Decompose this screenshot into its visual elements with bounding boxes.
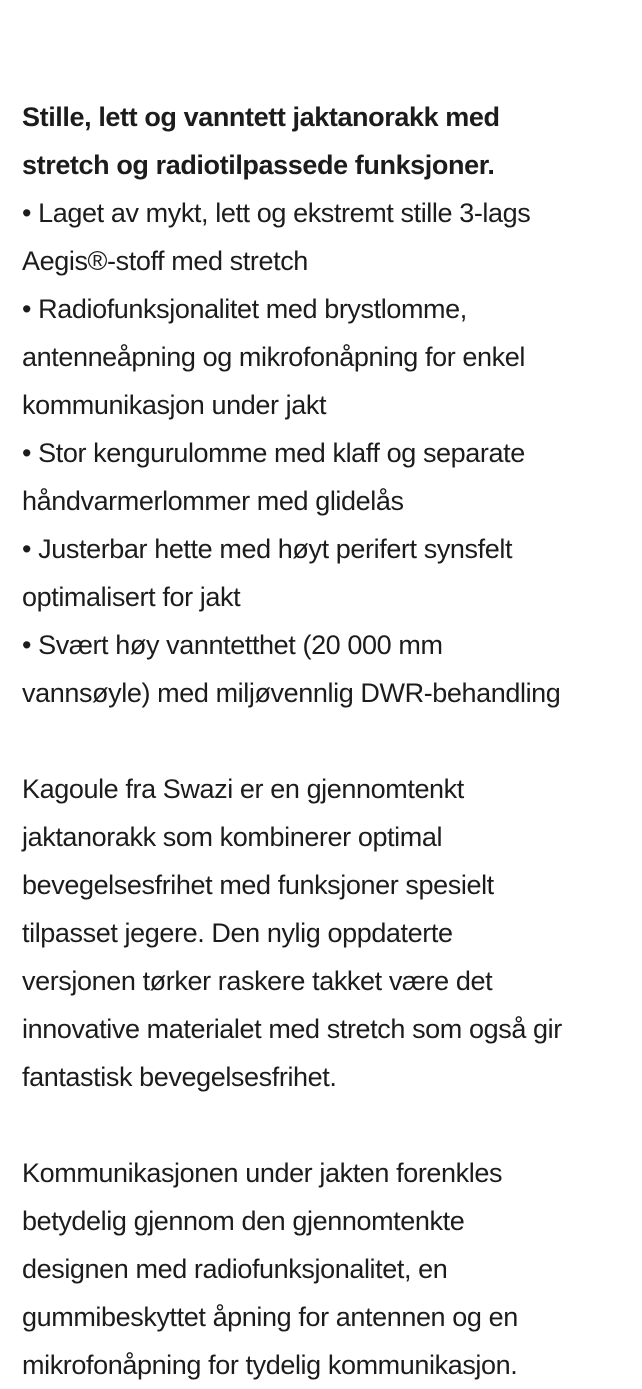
paragraph-line: bevegelsesfrihet med funksjoner spesielt <box>22 870 494 900</box>
paragraph-line: betydelig gjennom den gjennomtenkte <box>22 1206 465 1236</box>
paragraph-line: mikrofonåpning for tydelig kommunikasjon. <box>22 1350 518 1380</box>
paragraph-line: jaktanorakk som kombinerer optimal <box>22 822 443 852</box>
feature-line: • Stor kengurulomme med klaff og separate <box>22 438 525 468</box>
paragraph-line: versjonen tørker raskere takket være det <box>22 966 493 996</box>
feature-line: • Svært høy vanntetthet (20 000 mm <box>22 630 443 660</box>
feature-item <box>22 429 642 525</box>
feature-line: antenneåpning og mikrofonåpning for enkel <box>22 342 525 372</box>
feature-line: • Radiofunksjonalitet med brystlomme, <box>22 294 467 324</box>
feature-line: kommunikasjon under jakt <box>22 390 327 420</box>
paragraph-line: innovative materialet med stretch som også gir <box>22 1014 562 1044</box>
feature-line: optimalisert for jakt <box>22 582 241 612</box>
feature-item <box>22 525 642 621</box>
product-description <box>22 93 642 1389</box>
feature-line: Aegis®-stoff med stretch <box>22 246 308 276</box>
feature-item <box>22 285 642 429</box>
product-headline <box>22 93 642 189</box>
paragraph-line: fantastisk bevegelsesfrihet. <box>22 1062 337 1092</box>
feature-item <box>22 189 642 285</box>
feature-line: håndvarmerlommer med glidelås <box>22 486 404 516</box>
feature-line: • Justerbar hette med høyt perifert synsfelt <box>22 534 513 564</box>
paragraph-line: tilpasset jegere. Den nylig oppdaterte <box>22 918 453 948</box>
paragraph-line: Kagoule fra Swazi er en gjennomtenkt <box>22 774 464 804</box>
feature-line: vannsøyle) med miljøvennlig DWR-behandling <box>22 678 561 708</box>
paragraph-line: gummibeskyttet åpning for antennen og en <box>22 1302 518 1332</box>
description-paragraph <box>22 765 642 1101</box>
feature-line: • Laget av mykt, lett og ekstremt stille 3-lags <box>22 198 531 228</box>
headline-line: stretch og radiotilpassede funksjoner. <box>22 150 495 180</box>
feature-item <box>22 621 642 717</box>
feature-list <box>22 189 642 717</box>
paragraph-line: Kommunikasjonen under jakten forenkles <box>22 1158 503 1188</box>
paragraph-line: designen med radiofunksjonalitet, en <box>22 1254 448 1284</box>
headline-line: Stille, lett og vanntett jaktanorakk med <box>22 102 500 132</box>
description-paragraph <box>22 1149 642 1389</box>
